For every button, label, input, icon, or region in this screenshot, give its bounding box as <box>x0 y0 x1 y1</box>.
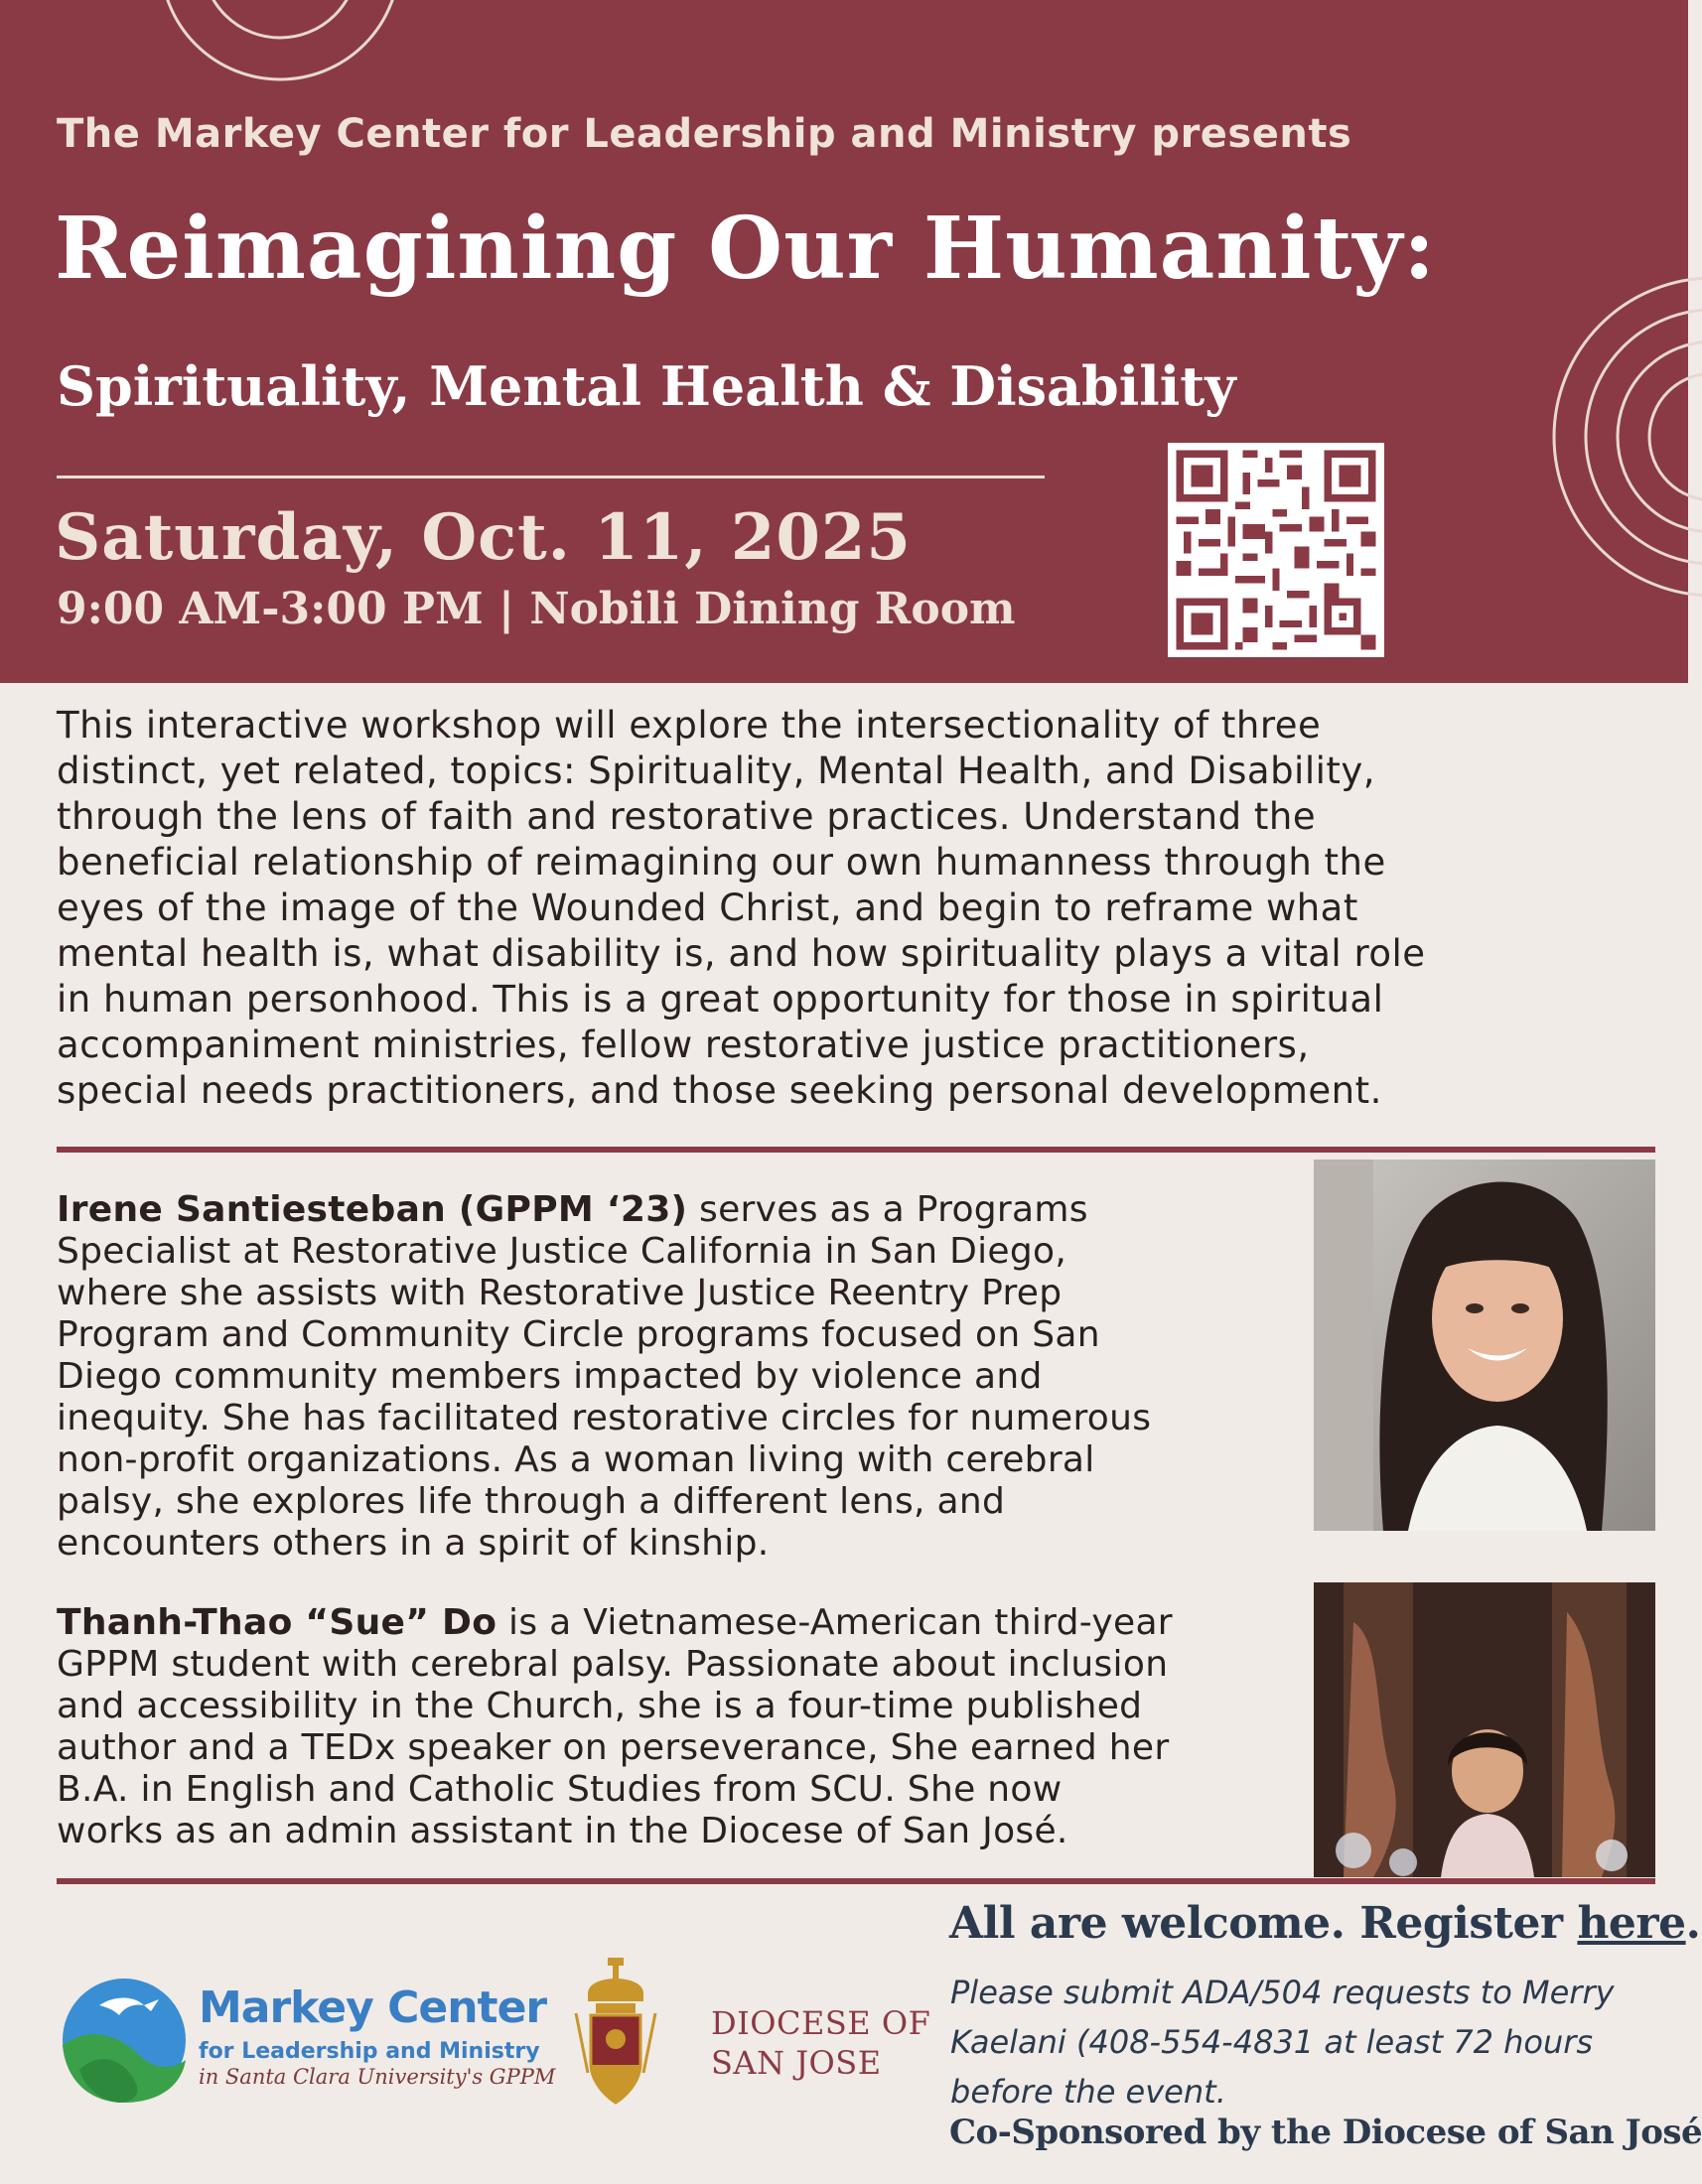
event-time-location: 9:00 AM-3:00 PM | Nobili Dining Room <box>57 584 1016 634</box>
section-divider <box>57 1147 1655 1153</box>
ada-request-note <box>950 1968 1615 2116</box>
event-title: Reimagining Our Humanity: <box>55 199 1437 299</box>
bio-line: and accessibility in the Church, she is a four-time published <box>57 1686 1143 1726</box>
presenter-line: The Markey Center for Leadership and Ministry presents <box>57 111 1352 157</box>
speaker-name: Thanh-Thao “Sue” Do <box>57 1602 497 1643</box>
bio-line: GPPM student with cerebral palsy. Passionate about inclusion <box>57 1644 1169 1685</box>
speaker-bio-2: Thanh-Thao “Sue” Do is a Vietnamese-American third-year GPPM student with cerebral palsy. Passionate about inclusion and accessibility in the Church, she is a four-time published author and a TEDx speaker on perseverance, She earned her B.A. in English and Catholic Studies from SCU. She now works as an admin assistant in the Diocese of San José. <box>57 1602 1173 1851</box>
bio-line: B.A. in English and Catholic Studies from SCU. She now <box>57 1769 1063 1810</box>
description-line: This interactive workshop will explore the intersectionality of three <box>57 704 1322 747</box>
markey-center-tagline: for Leadership and Ministry <box>199 2039 540 2064</box>
portrait-image <box>1314 1582 1655 1877</box>
bio-line: author and a TEDx speaker on perseverance, She earned her <box>57 1727 1170 1768</box>
deco-circle <box>203 0 357 38</box>
description-line: distinct, yet related, topics: Spirituality, Mental Health, and Disability, <box>57 750 1376 792</box>
deco-circle <box>1586 310 1702 564</box>
header-divider <box>57 476 1045 478</box>
description-line: special needs practitioners, and those seeking personal development. <box>57 1069 1382 1112</box>
speaker-photo-irene <box>1314 1160 1655 1531</box>
bio-line: encounters others in a spirit of kinship. <box>57 1523 770 1564</box>
deco-circle <box>1649 373 1702 500</box>
bio-line: works as an admin assistant in the Diocese of San José. <box>57 1811 1068 1851</box>
event-date: Saturday, Oct. 11, 2025 <box>55 500 912 575</box>
bio-line: inequity. She has facilitated restorative circles for numerous <box>57 1398 1152 1438</box>
deco-circle <box>161 0 399 79</box>
diocese-name: DIOCESE OF SAN JOSE <box>711 2004 931 2082</box>
ada-line: Kaelani (408-554-4831 at least 72 hours <box>950 2023 1594 2061</box>
description-line: eyes of the image of the Wounded Christ, and begin to reframe what <box>57 887 1358 929</box>
portrait-image <box>1314 1160 1655 1531</box>
diocese-crest-icon <box>566 1954 665 2113</box>
markey-center-logo-icon <box>60 1976 189 2105</box>
description-line: beneficial relationship of reimagining our own humanness through the <box>57 841 1386 884</box>
deco-circle <box>1618 341 1702 532</box>
qr-code-graphic <box>1168 443 1384 657</box>
qr-code-icon[interactable] <box>1168 443 1384 657</box>
description-line: accompaniment ministries, fellow restorative justice practitioners, <box>57 1024 1310 1066</box>
bio-line: Diego community members impacted by violence and <box>57 1356 1043 1397</box>
speaker-photo-sue <box>1314 1582 1655 1877</box>
description-line: mental health is, what disability is, and how spirituality plays a vital role <box>57 932 1426 975</box>
description-line: through the lens of faith and restorative practices. Understand the <box>57 795 1317 838</box>
bio-line: palsy, she explores life through a different lens, and <box>57 1481 1006 1522</box>
section-divider <box>57 1878 1655 1884</box>
welcome-line: All are welcome. Register here. <box>949 1898 1701 1949</box>
bio-line: Program and Community Circle programs focused on San <box>57 1314 1100 1355</box>
description-line: in human personhood. This is a great opportunity for those in spiritual <box>57 978 1384 1021</box>
markey-center-affiliation: in Santa Clara University's GPPM <box>199 2065 556 2089</box>
cosponsor-line: Co-Sponsored by the Diocese of San José <box>949 2113 1702 2152</box>
markey-center-name: Markey Center <box>199 1982 547 2033</box>
bio-line: Specialist at Restorative Justice California in San Diego, <box>57 1231 1067 1272</box>
bio-line: where she assists with Restorative Justice Reentry Prep <box>57 1273 1063 1313</box>
bio-line: non-profit organizations. As a woman living with cerebral <box>57 1439 1095 1480</box>
speaker-bio-1: Irene Santiesteban (GPPM ‘23) serves as a Programs Specialist at Restorative Justice California in San Diego, where she assists with Restorative Justice Reentry Prep Program and Community Circle programs focused on San Diego community members impacted by violence and inequity. She has facilitated restorative circles for numerous non-profit organizations. As a woman living with cerebral palsy, she explores life through a different lens, and encounters others in a spirit of kinship. <box>57 1189 1152 1564</box>
event-description <box>57 703 1645 1114</box>
decorative-circles <box>0 0 1688 683</box>
ada-line: Please submit ADA/504 requests to Merry <box>950 1974 1615 2011</box>
register-link[interactable]: here <box>1577 1898 1686 1949</box>
deco-circle <box>1554 278 1702 596</box>
ada-line: before the event. <box>950 2073 1226 2111</box>
event-subtitle: Spirituality, Mental Health & Disability <box>57 354 1236 418</box>
header-banner <box>0 0 1688 683</box>
speaker-name: Irene Santiesteban (GPPM ‘23) <box>57 1189 688 1230</box>
